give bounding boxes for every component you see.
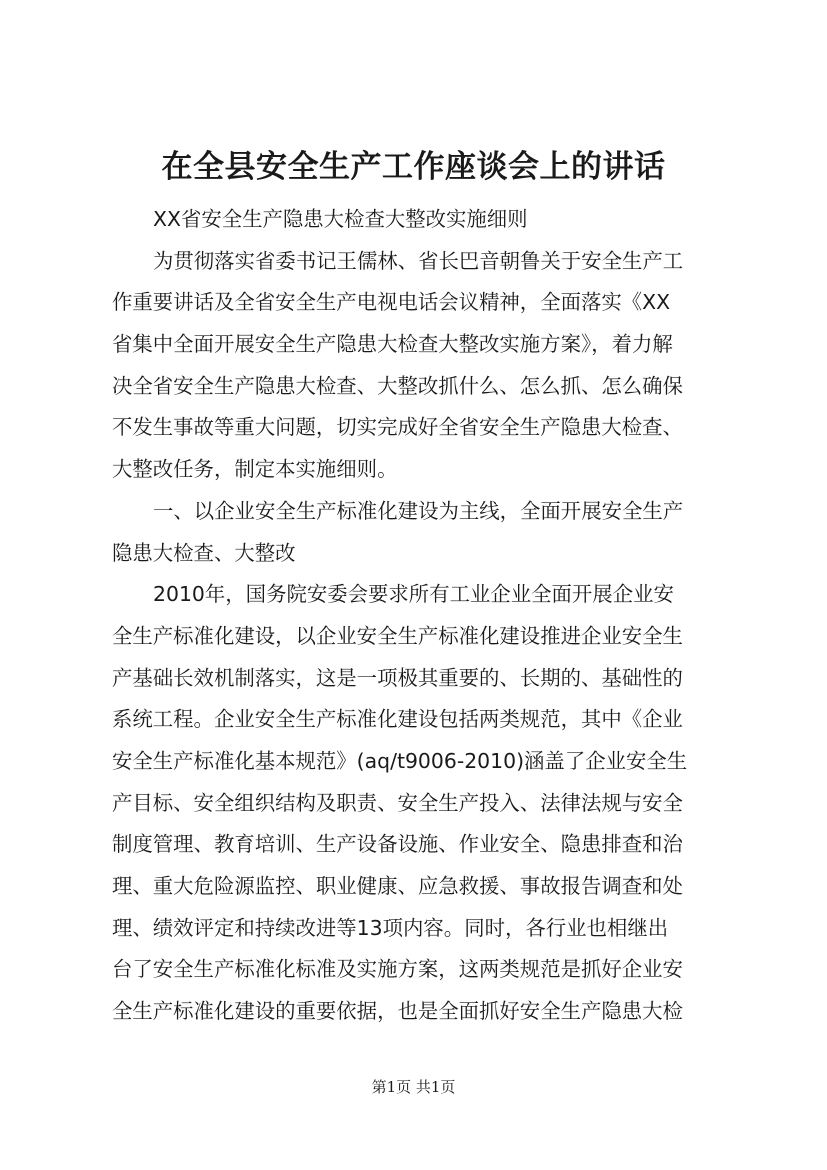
body-line: 一、以企业安全生产标准化建设为主线，全面开展安全生产 — [153, 498, 684, 523]
body-line: 台了安全生产标准化标准及实施方案，这两类规范是抓好企业安 — [112, 957, 683, 982]
document-title: 在全县安全生产工作座谈会上的讲话 — [161, 149, 666, 185]
document-body — [112, 199, 732, 1033]
body-line: 理、重大危险源监控、职业健康、应急救援、事故报告调查和处 — [112, 874, 683, 898]
body-line: 系统工程。企业安全生产标准化建设包括两类规范，其中《企业 — [112, 707, 683, 732]
body-line: 省集中全面开展安全生产隐患大检查大整改实施方案》，着力解 — [112, 332, 673, 357]
body-line: 2010年，国务院安委会要求所有工业企业全面开展企业安 — [153, 582, 674, 607]
body-line: 产目标、安全组织结构及职责、安全生产投入、法律法规与安全 — [112, 790, 683, 815]
body-line: 为贯彻落实省委书记王儒林、省长巴音朝鲁关于安全生产工 — [153, 248, 684, 273]
body-line: XX省安全生产隐患大检查大整改实施细则 — [153, 207, 528, 231]
body-line: 隐患大检查、大整改 — [112, 540, 296, 565]
body-line: 全生产标准化建设的重要依据，也是全面抓好安全生产隐患大检 — [112, 999, 683, 1024]
body-line: 大整改任务，制定本实施细则。 — [112, 457, 398, 482]
body-line: 安全生产标准化基本规范》(aq/t9006-2010)涵盖了企业安全生 — [112, 748, 688, 773]
body-line: 决全省安全生产隐患大检查、大整改抓什么、怎么抓、怎么确保 — [112, 373, 683, 398]
body-line: 产基础长效机制落实，这是一项极其重要的、长期的、基础性的 — [112, 665, 683, 690]
body-line: 制度管理、教育培训、生产设备设施、作业安全、隐患排查和治 — [112, 832, 683, 857]
body-line: 全生产标准化建设，以企业安全生产标准化建设推进企业安全生 — [112, 623, 683, 648]
body-line: 作重要讲话及全省安全生产电视电话会议精神，全面落实《XX — [112, 290, 671, 315]
page-footer: 第1页 共1页 — [371, 1078, 456, 1096]
body-line: 不发生事故等重大问题，切实完成好全省安全生产隐患大检查、 — [112, 415, 683, 440]
body-line: 理、绩效评定和持续改进等13项内容。同时，各行业也相继出 — [112, 915, 669, 940]
